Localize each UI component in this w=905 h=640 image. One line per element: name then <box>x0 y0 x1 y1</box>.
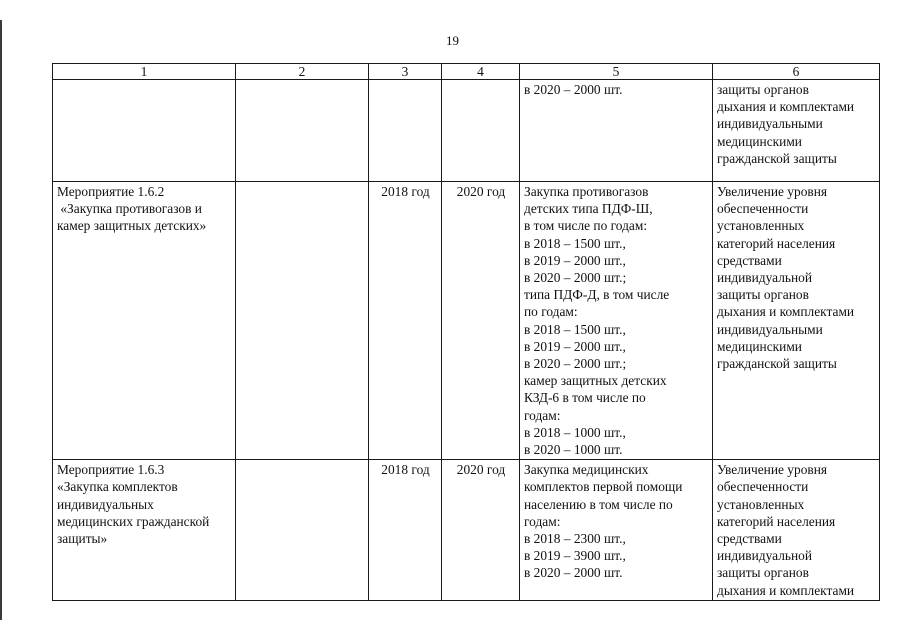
text-line: защиты» <box>57 531 108 547</box>
text-line: «Закупка противогазов и <box>57 201 202 217</box>
cell-description <box>520 182 713 460</box>
text-line: медицинскими <box>717 133 802 149</box>
text-line: населению в том числе по <box>524 496 673 512</box>
header-col-1: 1 <box>53 64 236 80</box>
table-row-measure-1-6-2 <box>53 182 880 460</box>
cell-start-year <box>369 80 442 182</box>
text-line: камер защитных детских <box>524 373 667 389</box>
text-line: гражданской защиты <box>717 150 837 166</box>
text-line: индивидуальной <box>717 548 813 564</box>
cell-end-year: 2020 год <box>442 182 520 460</box>
cell-result <box>713 460 880 601</box>
text-line: медицинскими <box>717 338 802 354</box>
page-number: 19 <box>446 33 459 48</box>
cell-end-year <box>442 80 520 182</box>
text-line: в 2020 – 2000 шт.; <box>524 356 627 372</box>
text-line: индивидуальными <box>717 321 823 337</box>
text-line: в 2020 – 2000 шт.; <box>524 270 627 286</box>
text-line: обеспеченности <box>717 201 809 217</box>
text-line: КЗД-6 в том числе по <box>524 390 646 406</box>
cell-measure <box>53 80 236 182</box>
text-line: средствами <box>717 252 782 268</box>
text-line: «Закупка комплектов <box>57 479 178 495</box>
text-line: в 2020 – 1000 шт. <box>524 442 623 458</box>
text-line: Увеличение уровня <box>717 184 828 199</box>
text-line: Закупка медицинских <box>524 462 649 478</box>
text-line: в 2018 – 1500 шт., <box>524 321 626 337</box>
text-line: дыхания и комплектами <box>717 582 855 598</box>
scan-edge-artifact <box>0 20 2 620</box>
cell-start-year: 2018 год <box>369 182 442 460</box>
text-line: комплектов первой помощи <box>524 479 683 495</box>
table-row-continuation <box>53 80 880 182</box>
text-line: в 2019 – 2000 шт., <box>524 252 626 268</box>
text-line: категорий населения <box>717 235 836 251</box>
text-line: в том числе по годам: <box>524 218 648 234</box>
text-line: защиты органов <box>717 82 809 97</box>
text-line: в 2020 – 2000 шт. <box>524 565 623 581</box>
text-line: гражданской защиты <box>717 356 837 372</box>
text-line: в 2018 – 2300 шт., <box>524 531 626 547</box>
text-line: индивидуальными <box>717 116 823 132</box>
text-line: индивидуальных <box>57 496 154 512</box>
text-line: в 2018 – 1500 шт., <box>524 235 626 251</box>
cell-start-year: 2018 год <box>369 460 442 601</box>
text-line: средствами <box>717 531 782 547</box>
cell-result <box>713 80 880 182</box>
text-line: категорий населения <box>717 513 836 529</box>
cell-measure <box>53 182 236 460</box>
header-row <box>53 64 880 80</box>
cell-executor <box>236 80 369 182</box>
text-line: установленных <box>717 496 805 512</box>
text-line: детских типа ПДФ-Ш, <box>524 201 653 217</box>
text-line: Мероприятие 1.6.3 <box>57 462 165 478</box>
text-line: защиты органов <box>717 565 809 581</box>
cell-executor <box>236 460 369 601</box>
text-line: типа ПДФ-Д, в том числе <box>524 287 670 303</box>
text-line: Закупка противогазов <box>524 184 649 199</box>
text-line: обеспеченности <box>717 479 809 495</box>
text-line: по годам: <box>524 304 578 320</box>
cell-measure <box>53 460 236 601</box>
header-col-6: 6 <box>713 64 880 80</box>
text-line: дыхания и комплектами <box>717 304 855 320</box>
cell-result <box>713 182 880 460</box>
cell-description <box>520 460 713 601</box>
header-col-5: 5 <box>520 64 713 80</box>
measures-table <box>52 63 880 601</box>
text-line: годам: <box>524 513 561 529</box>
text-line: в 2019 – 3900 шт., <box>524 548 626 564</box>
text-line: медицинских гражданской <box>57 513 210 529</box>
cell-executor <box>236 182 369 460</box>
text-line: индивидуальной <box>717 270 813 286</box>
header-col-4: 4 <box>442 64 520 80</box>
table-row-measure-1-6-3 <box>53 460 880 601</box>
text-line: Увеличение уровня <box>717 462 828 478</box>
text-line: в 2018 – 1000 шт., <box>524 424 626 440</box>
cell-description <box>520 80 713 182</box>
text-line: камер защитных детских» <box>57 218 207 234</box>
text-line: годам: <box>524 407 561 423</box>
text-line: Мероприятие 1.6.2 <box>57 184 165 199</box>
cell-end-year: 2020 год <box>442 460 520 601</box>
text-line: дыхания и комплектами <box>717 99 855 115</box>
header-col-3: 3 <box>369 64 442 80</box>
text-line: в 2019 – 2000 шт., <box>524 338 626 354</box>
text-line: установленных <box>717 218 805 234</box>
text-line: в 2020 – 2000 шт. <box>524 82 623 97</box>
header-col-2: 2 <box>236 64 369 80</box>
text-line: защиты органов <box>717 287 809 303</box>
